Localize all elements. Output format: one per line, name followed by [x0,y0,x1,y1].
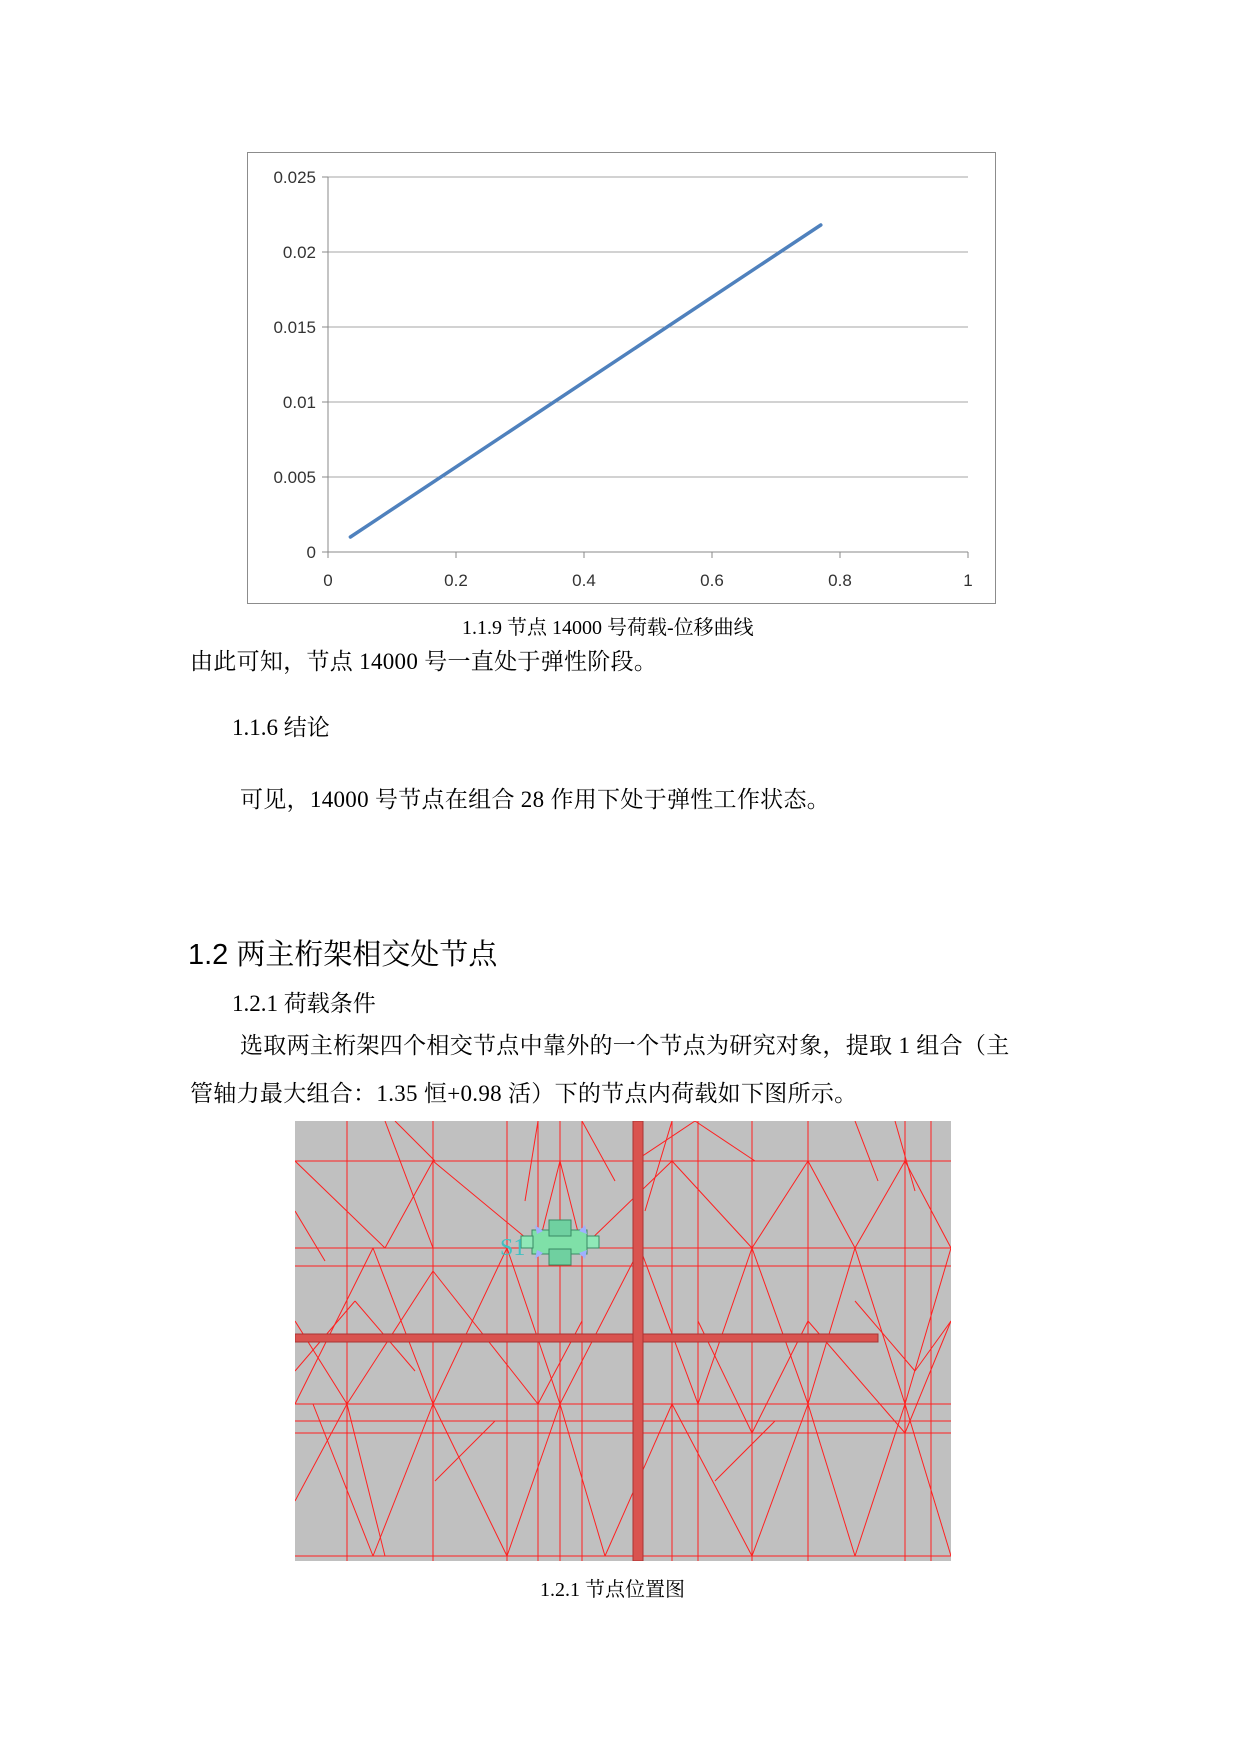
main-tube-vertical [633,1121,643,1561]
node-s1-icon [521,1220,599,1265]
truss-member [698,1248,752,1404]
truss-member [435,1421,495,1481]
x-tick-label: 0.6 [700,571,724,590]
truss-member [507,1404,560,1556]
truss-member [808,1404,855,1556]
paragraph-load-line1: 选取两主桁架四个相交节点中靠外的一个节点为研究对象，提取 1 组合（主 [240,1033,1010,1058]
y-tick-label: 0.02 [282,243,316,262]
truss-member [582,1161,672,1248]
truss-member [645,1121,672,1211]
truss-member [752,1404,808,1556]
truss-member [672,1404,752,1556]
x-tick-label: 0 [323,571,333,590]
node-label: S1 [500,1235,526,1261]
heading-conclusion: 1.1.6 结论 [232,715,330,740]
y-tick-label: 0.01 [282,393,316,412]
paragraph-elastic: 由此可知，节点 14000 号一直处于弹性阶段。 [190,649,658,674]
truss-member [295,1211,325,1261]
x-tick-label: 0.2 [444,571,468,590]
truss-member [855,1161,905,1248]
heading-load-condition: 1.2.1 荷载条件 [232,991,376,1016]
figure-caption-1: 1.1.9 节点 14000 号荷载-位移曲线 [462,617,754,639]
truss-member [808,1248,855,1404]
truss-member [433,1248,507,1404]
truss-member [855,1404,905,1556]
main-tube-horizontal [295,1334,878,1342]
truss-member [915,1321,951,1371]
truss-member [672,1161,752,1248]
truss-member [715,1421,775,1481]
series-line-0 [350,225,820,537]
truss-member [373,1248,433,1404]
truss-member [905,1321,951,1433]
truss-member [855,1248,905,1404]
truss-member [905,1248,951,1404]
x-tick-label: 0.8 [828,571,852,590]
y-tick-label: 0.025 [273,168,316,187]
x-tick-label: 0.4 [572,571,596,590]
truss-member [905,1404,951,1556]
truss-member [385,1161,433,1248]
truss-member [295,1161,385,1248]
paragraph-load-line2: 管轴力最大组合：1.35 恒+0.98 活）下的节点内荷载如下图所示。 [190,1081,858,1106]
node-location-figure [295,1121,951,1561]
truss-member [395,1121,435,1161]
truss-member [808,1161,855,1248]
truss-member [695,1121,755,1161]
truss-member [295,1404,347,1501]
truss-member [640,1248,698,1404]
paragraph-conclusion: 可见，14000 号节点在组合 28 作用下处于弹性工作状态。 [240,787,831,812]
x-tick-label: 1 [963,571,973,590]
truss-member [752,1248,808,1404]
truss-member [752,1161,808,1248]
truss-member [905,1161,951,1248]
truss-member [433,1404,507,1556]
truss-model-svg [295,1121,951,1561]
truss-member [347,1404,385,1556]
truss-member [635,1121,695,1161]
truss-member [373,1404,433,1556]
truss-member [855,1121,878,1181]
chart-svg [248,153,997,605]
truss-member [560,1248,640,1404]
section-title: 1.2 两主桁架相交处节点 [188,939,498,971]
truss-member [507,1248,560,1404]
y-tick-label: 0.005 [273,468,316,487]
truss-member [582,1121,615,1181]
truss-member [313,1404,373,1556]
y-tick-label: 0 [306,543,316,562]
figure-caption-2: 1.2.1 节点位置图 [540,1579,685,1601]
truss-member [385,1121,433,1248]
y-tick-label: 0.015 [273,318,316,337]
load-displacement-chart [247,152,996,604]
